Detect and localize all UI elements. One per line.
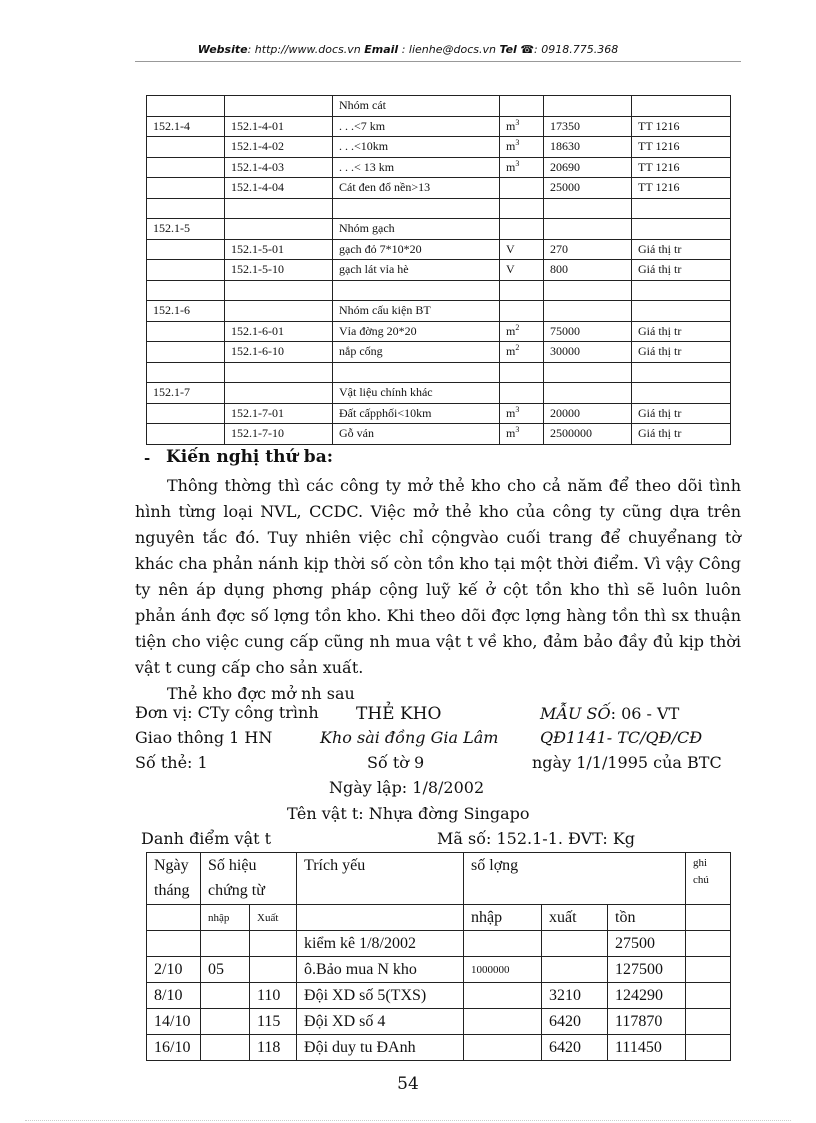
table-row — [147, 280, 731, 301]
material-name: Tên vật t: Nhựa đờng Singapo — [287, 804, 530, 823]
cell-balance: 117870 — [608, 1009, 686, 1035]
cell-code — [147, 321, 225, 342]
cell-unit: V — [500, 260, 544, 281]
cell-note — [632, 383, 731, 404]
bullet-marker: - — [144, 449, 151, 467]
cell-unit: $m^3$ — [500, 137, 544, 158]
table-row — [147, 1035, 731, 1061]
stock-card-table — [146, 852, 731, 1061]
paragraph: Thông thờng thì các công ty mở thẻ kho cho cả năm để theo dõi tình hình từng loại NVL, CCDC. Việc mở thẻ kho của công ty cũng dựa trên nguyên tắc đó. Tuy nhiên việc chỉ cộngvào cuối trang để chuyểnang tờ khác cha phản nánh kịp thời số còn tồn kho tại một thời điểm. Vì vậy Công ty nên áp dụng phơng pháp cộng luỹ kế ở cột tồn kho thì sẽ luôn luôn phản ánh đợc số lợng tồn kho. Khi theo dõi đợc lợng hàng tồn thì sx thuận tiện cho việc cung cấp cũng nh mua vật t về kho, đảm bảo đầy đủ kịp thời vật t cung cấp cho sản xuất. — [135, 476, 741, 677]
cell-code: 152.1-5 — [147, 219, 225, 240]
cell-code — [147, 403, 225, 424]
cell-qty-out — [542, 931, 608, 957]
cell-subcode: 152.1-5-10 — [225, 260, 333, 281]
cell-subcode: 152.1-7-01 — [225, 403, 333, 424]
cell-out-no: 110 — [250, 983, 297, 1009]
cell-price: 25000 — [544, 178, 632, 199]
table-row — [147, 383, 731, 404]
cell-unit: $m^3$ — [500, 403, 544, 424]
cell-unit — [500, 96, 544, 117]
cell-code: 152.1-4 — [147, 116, 225, 137]
cell-name: gạch lát vỉa hè — [333, 260, 500, 281]
table-row — [147, 116, 731, 137]
cell-unit: $m^2$ — [500, 321, 544, 342]
cell-code — [147, 198, 225, 219]
cell-name: . . .< 13 km — [333, 157, 500, 178]
cell-in-no — [201, 1035, 250, 1061]
header-summary: Trích yếu — [297, 853, 464, 905]
cell-note — [632, 219, 731, 240]
cell-price: 18630 — [544, 137, 632, 158]
cell-unit: V — [500, 239, 544, 260]
cell-unit: $m^3$ — [500, 424, 544, 445]
cell-price: 270 — [544, 239, 632, 260]
unit-line-2: Giao thông 1 HN — [135, 728, 273, 747]
cell-code — [147, 342, 225, 363]
website-value[interactable]: : http://www.docs.vn — [247, 43, 365, 56]
cell-name: . . .<7 km — [333, 116, 500, 137]
cell-subcode — [225, 198, 333, 219]
telephone-icon: ☎ — [520, 43, 535, 56]
cell-note — [686, 1035, 731, 1061]
cell-unit — [500, 383, 544, 404]
cell-subcode: 152.1-4-03 — [225, 157, 333, 178]
cell-date: 16/10 — [147, 1035, 201, 1061]
subheader-out-no: Xuất — [250, 905, 297, 931]
page-header — [0, 43, 816, 56]
cell-code — [147, 239, 225, 260]
tel-value: : 0918.775.368 — [534, 43, 619, 56]
cell-unit — [500, 198, 544, 219]
cell-summary: Đội duy tu ĐAnh — [297, 1035, 464, 1061]
table-row — [147, 1009, 731, 1035]
table-row — [147, 957, 731, 983]
cell-code: 152.1-6 — [147, 301, 225, 322]
cell-note: TT 1216 — [632, 116, 731, 137]
cell-qty-in — [464, 931, 542, 957]
cell-price: 2500000 — [544, 424, 632, 445]
sheet-number: Số tờ 9 — [367, 753, 425, 772]
cell-unit: $m^3$ — [500, 157, 544, 178]
cell-out-no: 118 — [250, 1035, 297, 1061]
cell-subcode: 152.1-6-10 — [225, 342, 333, 363]
cell-subcode: 152.1-4-02 — [225, 137, 333, 158]
cell-qty-in — [464, 1035, 542, 1061]
card-number: Số thẻ: 1 — [135, 753, 208, 772]
cell-name: . . .<10km — [333, 137, 500, 158]
table-row — [147, 321, 731, 342]
cell-balance: 127500 — [608, 957, 686, 983]
table-row — [147, 931, 731, 957]
created-date: Ngày lập: 1/8/2002 — [329, 778, 485, 797]
subheader-balance: tồn — [608, 905, 686, 931]
cell-price — [544, 362, 632, 383]
cell-note: TT 1216 — [632, 157, 731, 178]
cell-date — [147, 931, 201, 957]
cell-note — [686, 931, 731, 957]
cell-price: 17350 — [544, 116, 632, 137]
table-row — [147, 983, 731, 1009]
cell-subcode — [225, 96, 333, 117]
materials-table — [146, 95, 731, 445]
cell-summary: kiểm kê 1/8/2002 — [297, 931, 464, 957]
cell-name: gạch đỏ 7*10*20 — [333, 239, 500, 260]
cell-code — [147, 424, 225, 445]
cell-qty-out: 3210 — [542, 983, 608, 1009]
cell-name: Nhóm cát — [333, 96, 500, 117]
cell-subcode: 152.1-4-04 — [225, 178, 333, 199]
cell-qty-out: 6420 — [542, 1035, 608, 1061]
header-date: Ngày tháng — [147, 853, 201, 905]
cell-code — [147, 260, 225, 281]
cell-note — [632, 96, 731, 117]
header-divider — [135, 61, 741, 62]
cell-note — [632, 198, 731, 219]
cell-date: 2/10 — [147, 957, 201, 983]
cell-code — [147, 157, 225, 178]
cell-name: Vỉa đờng 20*20 — [333, 321, 500, 342]
subheader-qty-out: xuất — [542, 905, 608, 931]
cell-unit — [500, 362, 544, 383]
code-and-unit: Mã số: 152.1-1. ĐVT: Kg — [437, 829, 636, 848]
table-row — [147, 403, 731, 424]
table-row — [147, 301, 731, 322]
cell-subcode: 152.1-7-10 — [225, 424, 333, 445]
cell-unit — [500, 219, 544, 240]
cell-name — [333, 362, 500, 383]
cell-balance: 124290 — [608, 983, 686, 1009]
cell-note — [686, 983, 731, 1009]
cell-note: TT 1216 — [632, 178, 731, 199]
cell-unit: $m^2$ — [500, 342, 544, 363]
page-number: 54 — [397, 1074, 419, 1094]
table-row — [147, 137, 731, 158]
cell-price: 30000 — [544, 342, 632, 363]
subheader-qty-in: nhập — [464, 905, 542, 931]
cell-price: 20000 — [544, 403, 632, 424]
cell-price — [544, 301, 632, 322]
section-heading: Kiến nghị thứ ba: — [166, 447, 333, 467]
form-number: MẪU SỐ: 06 - VT — [540, 704, 680, 723]
cell-qty-out: 6420 — [542, 1009, 608, 1035]
table-row — [147, 198, 731, 219]
cell-subcode — [225, 301, 333, 322]
cell-price — [544, 280, 632, 301]
cell-date: 8/10 — [147, 983, 201, 1009]
cell-note — [686, 957, 731, 983]
cell-unit — [500, 178, 544, 199]
cell-subcode: 152.1-5-01 — [225, 239, 333, 260]
cell-name: Đất cấpphối<10km — [333, 403, 500, 424]
card-title: THẺ KHO — [356, 704, 442, 724]
cell-summary: ô.Bảo mua N kho — [297, 957, 464, 983]
cell-subcode: 152.1-4-01 — [225, 116, 333, 137]
footer-divider — [25, 1120, 791, 1121]
table-row — [147, 178, 731, 199]
cell-price: 75000 — [544, 321, 632, 342]
cell-in-no — [201, 1009, 250, 1035]
cell-balance: 27500 — [608, 931, 686, 957]
cell-qty-in: 1000000 — [464, 957, 542, 983]
cell-name: Nhóm cấu kiện BT — [333, 301, 500, 322]
cell-subcode — [225, 280, 333, 301]
cell-price: 20690 — [544, 157, 632, 178]
table-row — [147, 424, 731, 445]
cell-out-no — [250, 931, 297, 957]
cell-name: Vật liệu chính khác — [333, 383, 500, 404]
cell-name: Nhóm gạch — [333, 219, 500, 240]
cell-price — [544, 198, 632, 219]
cell-note — [632, 280, 731, 301]
cell-unit — [500, 301, 544, 322]
header-voucher: Số hiệu chứng từ — [201, 853, 297, 905]
cell-out-no — [250, 957, 297, 983]
cell-subcode — [225, 383, 333, 404]
subheader-empty — [686, 905, 731, 931]
cell-note: Giá thị tr — [632, 403, 731, 424]
cell-code — [147, 178, 225, 199]
decision-number: QĐ1141- TC/QĐ/CĐ — [540, 728, 703, 747]
cell-note: Giá thị tr — [632, 342, 731, 363]
table-row — [147, 157, 731, 178]
cell-note: Giá thị tr — [632, 321, 731, 342]
subheader-in-no: nhập — [201, 905, 250, 931]
cell-note — [632, 301, 731, 322]
decision-date: ngày 1/1/1995 của BTC — [532, 753, 722, 772]
card-intro: Thẻ kho đợc mở nh sau — [167, 684, 355, 703]
table-row — [147, 342, 731, 363]
cell-code — [147, 96, 225, 117]
table-row — [147, 239, 731, 260]
cell-note: Giá thị tr — [632, 260, 731, 281]
table-row — [147, 260, 731, 281]
cell-qty-out — [542, 957, 608, 983]
cell-subcode — [225, 219, 333, 240]
cell-name: Cát đen đổ nền>13 — [333, 178, 500, 199]
cell-date: 14/10 — [147, 1009, 201, 1035]
cell-unit: $m^3$ — [500, 116, 544, 137]
header-note: ghi chú — [686, 853, 731, 905]
cell-note: Giá thị tr — [632, 239, 731, 260]
email-label: Email — [364, 43, 399, 56]
cell-note — [632, 362, 731, 383]
cell-qty-in — [464, 1009, 542, 1035]
subheader-empty — [297, 905, 464, 931]
cell-price — [544, 219, 632, 240]
table-row — [147, 219, 731, 240]
cell-summary: Đội XD số 4 — [297, 1009, 464, 1035]
cell-note — [686, 1009, 731, 1035]
cell-unit — [500, 280, 544, 301]
cell-name: nắp cống — [333, 342, 500, 363]
cell-name: Gỗ ván — [333, 424, 500, 445]
cell-name — [333, 198, 500, 219]
cell-price — [544, 96, 632, 117]
cell-in-no — [201, 983, 250, 1009]
cell-price — [544, 383, 632, 404]
cell-in-no — [201, 931, 250, 957]
cell-summary: Đội XD số 5(TXS) — [297, 983, 464, 1009]
cell-note: Giá thị tr — [632, 424, 731, 445]
tel-label: Tel — [499, 43, 517, 56]
unit-line: Đơn vị: CTy công trình — [135, 703, 319, 722]
body-text — [135, 473, 741, 707]
table-row — [147, 362, 731, 383]
cell-price: 800 — [544, 260, 632, 281]
cell-qty-in — [464, 983, 542, 1009]
subheader-empty — [147, 905, 201, 931]
cell-code — [147, 362, 225, 383]
cell-in-no: 05 — [201, 957, 250, 983]
cell-out-no: 115 — [250, 1009, 297, 1035]
table-row — [147, 96, 731, 117]
cell-note: TT 1216 — [632, 137, 731, 158]
cell-balance: 111450 — [608, 1035, 686, 1061]
header-quantity: số lợng — [464, 853, 686, 905]
cell-code: 152.1-7 — [147, 383, 225, 404]
material-label: Danh điểm vật t — [141, 829, 272, 848]
cell-code — [147, 280, 225, 301]
cell-name — [333, 280, 500, 301]
email-value[interactable]: : lienhe@docs.vn — [398, 43, 500, 56]
cell-subcode — [225, 362, 333, 383]
warehouse-name: Kho sài đồng Gia Lâm — [320, 728, 499, 747]
cell-code — [147, 137, 225, 158]
website-label: Website — [197, 43, 248, 56]
cell-subcode: 152.1-6-01 — [225, 321, 333, 342]
